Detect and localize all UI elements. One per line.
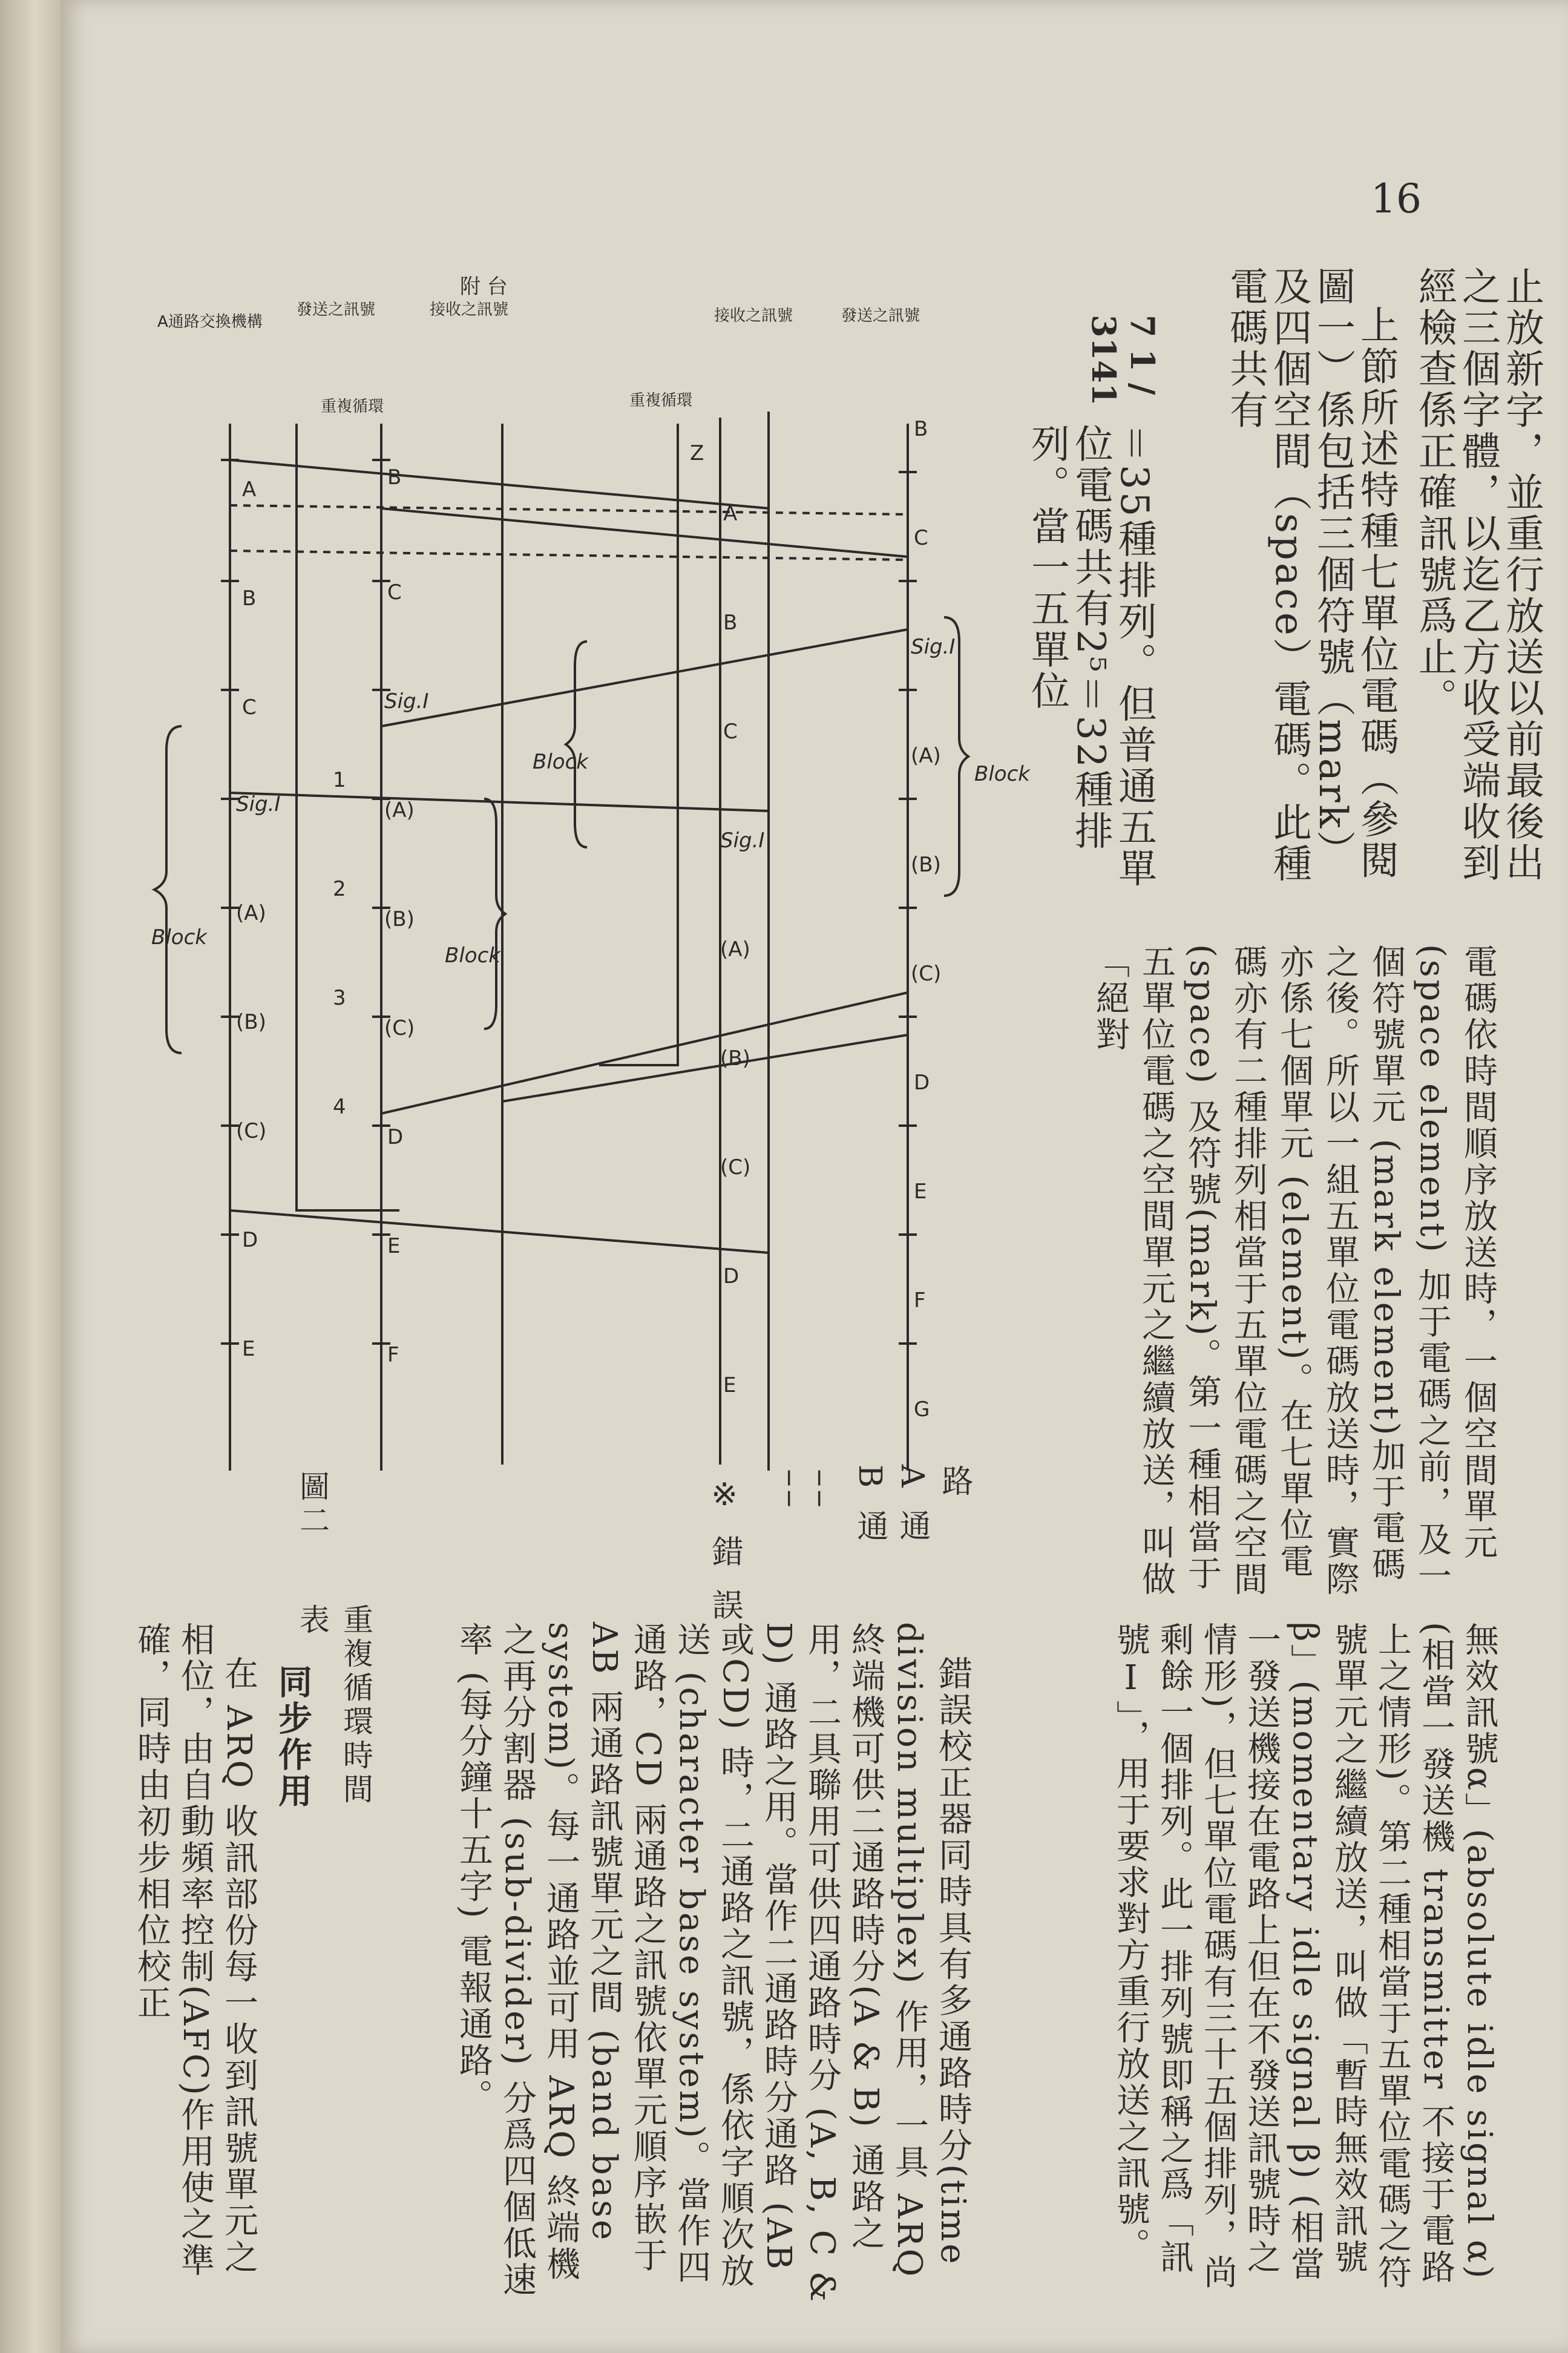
legend-route-a-text: A 通 — [894, 1465, 930, 1547]
left-unit-C2: (C) — [236, 1119, 267, 1143]
rmid-unit-A2: (A) — [720, 937, 750, 962]
block-label-right-mid: Block — [533, 750, 588, 774]
right-unit-C: C — [914, 526, 928, 550]
signal-line-f — [230, 1210, 769, 1253]
left-station-label: A通路交換機構 — [157, 313, 263, 331]
rmid-unit-Z: Z — [690, 441, 704, 465]
send-signal-label-right: 發送之訊號 — [841, 307, 920, 325]
book-page — [61, 0, 1568, 2353]
fraction-text: 7 1 / 3141 — [1084, 315, 1162, 406]
signal-line-b — [381, 508, 908, 557]
dashed-line-2 — [230, 551, 908, 560]
block-label-left: Block — [151, 925, 207, 950]
signal-line-g — [502, 1035, 908, 1101]
right-unit-F: F — [914, 1288, 926, 1313]
repeat-cycle-label-left: 重複循環 — [321, 398, 384, 416]
top-paragraph-2: 上節所述特種七單位電碼（參閱圖一）係包括三個符號（mark）及四個空間（space）電碼。此種電碼共有 — [1223, 266, 1399, 885]
mid-unit-sig: Sig.I — [384, 689, 429, 714]
top-station-label: 附 台 — [460, 275, 508, 299]
left-unit-B: B — [242, 586, 257, 611]
legend-route-b-text: B 通 — [851, 1465, 888, 1547]
legend-line-b-text: ── — [775, 1471, 802, 1512]
mid-unit-A2: (A) — [384, 798, 415, 822]
block-brace-right-mid — [566, 642, 587, 847]
mid-unit-C2: (C) — [384, 1016, 415, 1040]
right-unit-G: G — [914, 1397, 930, 1422]
right-unit-A2: (A) — [911, 744, 941, 768]
right-unit-E: E — [914, 1180, 927, 1204]
rmid-unit-B: B — [723, 611, 738, 635]
left-unit-A2: (A) — [236, 901, 266, 925]
left-unit-E: E — [242, 1337, 255, 1361]
book-spine — [0, 0, 64, 2353]
rmid-unit-sig: Sig.I — [720, 829, 765, 853]
bottom-left-paragraph: 在 ARQ 收訊部份每一收到訊號單元之相位，由自動頻率控制(AFC)作用使之準確，同時由初步相位校正 — [132, 1622, 258, 2279]
rmid-unit-C2: (C) — [720, 1155, 751, 1180]
legend-route-label: 路 — [936, 1465, 973, 1502]
send-signal-label: 發送之訊號 — [297, 301, 376, 319]
top-paragraph-3: ＝35種排列。但普通五單位電碼共有2⁵＝32種排列。當一五單位 — [1025, 424, 1156, 890]
mid-unit-F: F — [387, 1343, 399, 1367]
num-2: 2 — [333, 877, 346, 901]
bottom-left-heading — [266, 1664, 315, 1846]
recv-signal-label-right: 接收之訊號 — [714, 307, 793, 325]
left-unit-B2: (B) — [236, 1010, 266, 1034]
repeat-cycle-right — [599, 424, 678, 1065]
block-label-right: Block — [974, 762, 1030, 786]
bottom-middle-paragraph: 錯誤校正器同時具有多通路時分(time division multiplex) 作用，一具 ARQ 終端機可供二通路時分(A & B) 通路之用，二具聯用可供四通路時分 (A, B, C & D) 通路之用。當作二通路時分通路 (AB 或CD) 時，二通路之訊號，係依字順次放送 (character base system)。當作四通路，CD 兩通路之訊號依單元順序嵌于 AB 兩通路訊號單元之間 (band base system)。每一通路並可用 ARQ 終端機之再分割器 (sub-divider) 分爲四個低速率 (每分鐘十五字) 電報通路。 — [454, 1622, 973, 2304]
left-unit-D: D — [242, 1228, 258, 1252]
block-brace-left — [154, 726, 182, 1053]
signal-line-d — [230, 793, 769, 811]
bottom-middle-text — [327, 1622, 974, 2306]
mid-unit-E: E — [387, 1234, 401, 1258]
signal-line-a — [230, 460, 769, 508]
mid-unit-C: C — [387, 580, 402, 605]
rmid-unit-D: D — [723, 1264, 740, 1288]
sync-heading: 同步作用 — [273, 1664, 313, 1810]
legend-error-text: ※ 錯 誤 — [706, 1477, 743, 1627]
left-unit-C: C — [242, 695, 257, 720]
bottom-left-text — [133, 1622, 260, 2306]
top-text-col2 — [1168, 266, 1398, 896]
right-unit-sig: Sig.I — [911, 635, 956, 659]
caption-number: 圖二 — [295, 1471, 330, 1538]
num-1: 1 — [333, 768, 346, 792]
legend-line-a-text: ── — [805, 1471, 833, 1512]
mid-unit-D: D — [387, 1125, 404, 1149]
left-unit-A: A — [242, 477, 257, 502]
top-text-col1 — [1410, 266, 1543, 896]
right-unit-D: D — [914, 1071, 930, 1095]
mid-unit-B: B — [387, 465, 402, 490]
recv-signal-label-left: 接收之訊號 — [430, 301, 509, 319]
left-unit-sig: Sig.I — [236, 792, 281, 816]
rmid-unit-C: C — [723, 720, 738, 744]
right-unit-B2: (B) — [911, 853, 941, 877]
block-brace-right — [944, 617, 968, 896]
rmid-unit-B2: (B) — [720, 1046, 750, 1071]
signal-line-e — [381, 993, 908, 1114]
num-3: 3 — [333, 986, 346, 1010]
middle-paragraph: 電碼依時間順序放送時，一個空間單元(space element) 加于電碼之前，及一個符號單元 (mark element)加于電碼之後。所以一組五單位電碼放送時，實際亦係七個單元 (element)。在七單位電碼亦有二種排列相當于五單位電碼之空間 (space) 及符號(mark)。第一種相當于五單位電碼之空間單元之繼續放送，叫做「絕對 — [1091, 944, 1498, 1598]
right-unit-C2: (C) — [911, 962, 942, 986]
repeat-cycle-label-right: 重複循環 — [629, 392, 693, 410]
middle-text — [1017, 944, 1501, 1598]
legend-error — [702, 1477, 747, 1634]
right-unit-B: B — [914, 417, 928, 441]
mid-unit-B2: (B) — [384, 907, 415, 931]
top-paragraph-1: 止放新字，並重行放送以前最後出之三個字體，以迄乙方收受端收到經檢查係正確訊號爲止。 — [1412, 266, 1544, 884]
caption-title: 重複循環時間表 — [295, 1604, 373, 1807]
block-label-mid: Block — [445, 943, 500, 968]
bottom-right-text — [999, 1622, 1501, 2306]
dashed-line-1 — [230, 505, 908, 514]
num-4: 4 — [333, 1095, 346, 1119]
signal-line-c — [381, 629, 908, 726]
rmid-unit-E: E — [723, 1373, 736, 1397]
timing-diagram — [145, 266, 1083, 1495]
page-number: 16 — [1371, 176, 1422, 222]
bottom-right-paragraph: 無效訊號α」(absolute idle signal α)(相當一發送機 transmitter 不接于電路上之情形)。第二種相當于五單位電碼之符號單元之繼續放送，叫做「暫時無效訊號β」(momentary idle signal β) (相當一發送機接在電路上但在不發送訊號時之情形)，但七單位電碼有三十五個排列，尚剩餘一個排列。此一排列號即稱之爲「訊號Ⅰ」，用于要求對方重行放送之訊號。 — [1111, 1622, 1499, 2291]
rmid-unit-A: A — [723, 502, 738, 526]
